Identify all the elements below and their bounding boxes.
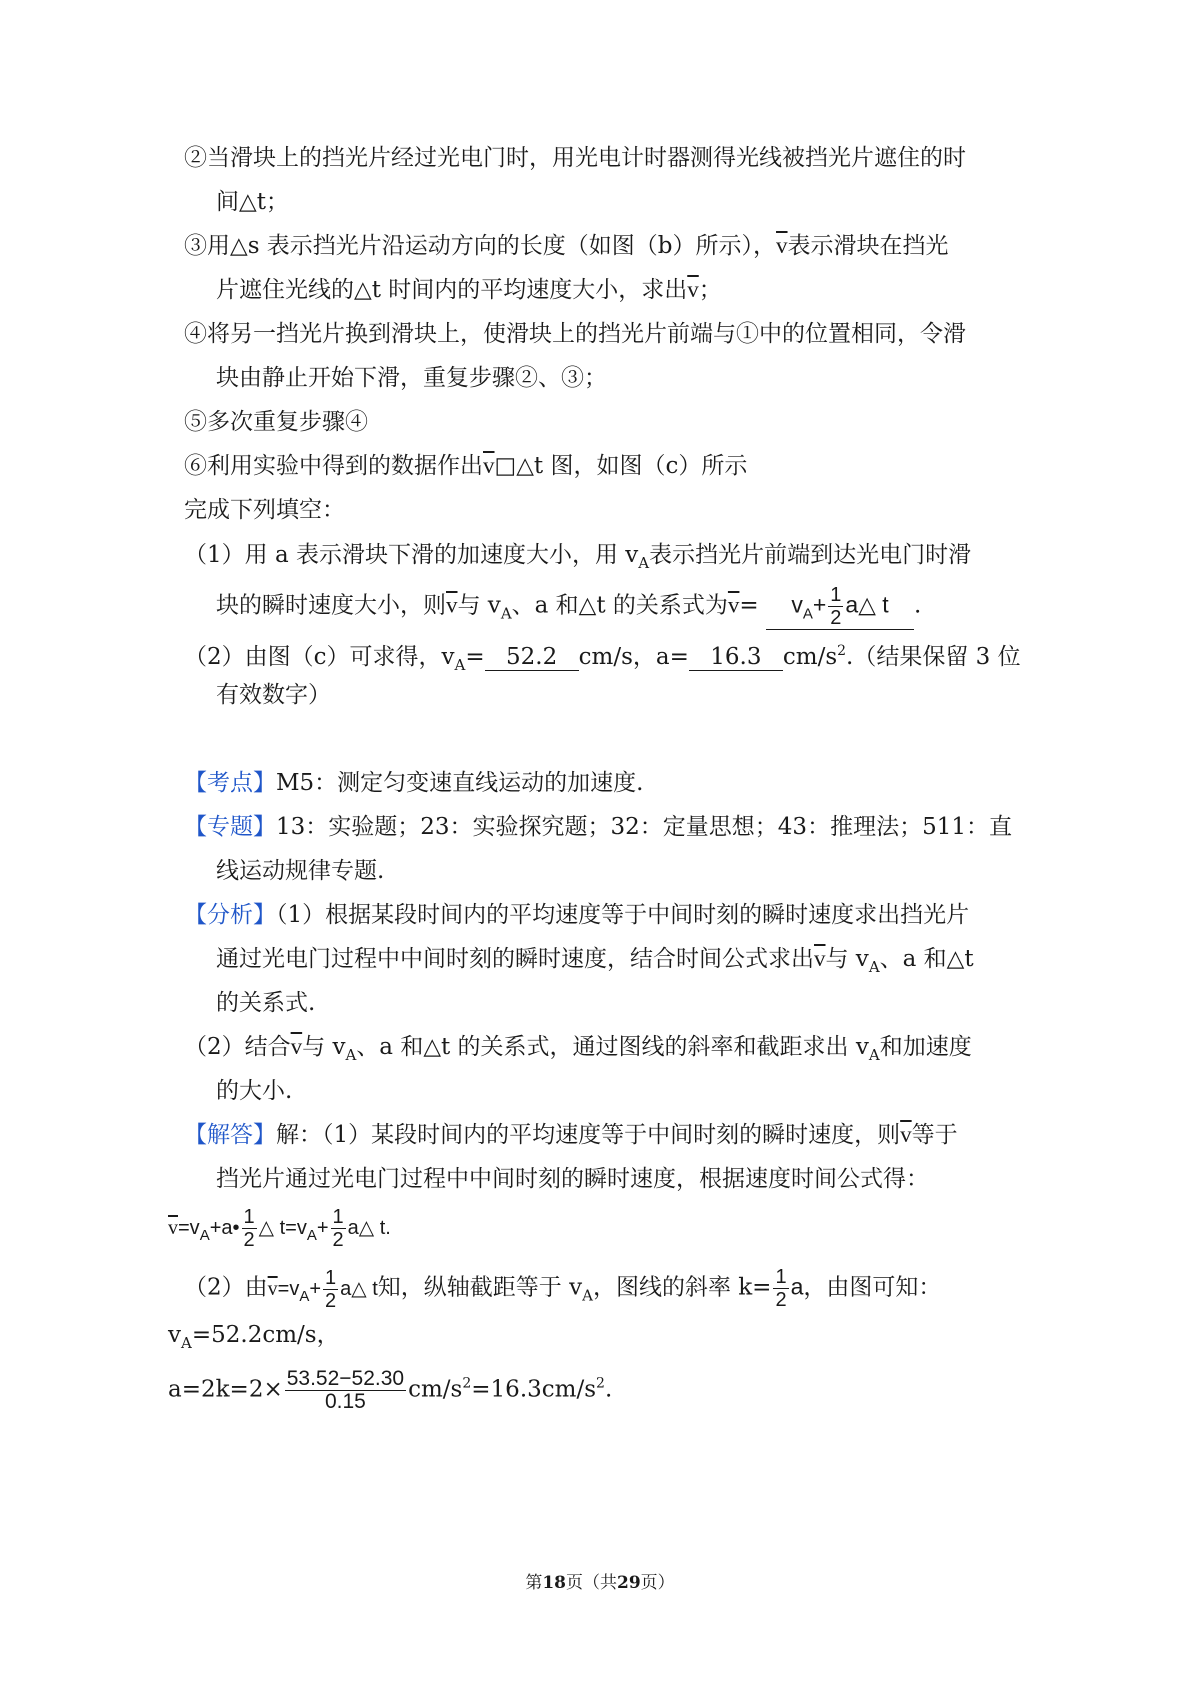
text: ⑥利用实验中得到的数据作出 (184, 453, 483, 479)
text: 与 v (457, 592, 501, 619)
superscript: 2 (462, 1375, 472, 1392)
text: =v (277, 1277, 300, 1300)
text: 与 v (825, 946, 869, 972)
text: ； (698, 277, 722, 303)
step-3-line-2 (216, 275, 722, 305)
v-bar-symbol: $\overline{v}$ (446, 592, 458, 618)
text: =16.3cm/s (471, 1376, 597, 1403)
fraction-numerator: 1 (775, 1266, 787, 1288)
answer-blank-1 (766, 584, 914, 630)
period: . (914, 592, 922, 619)
text: 解：（1）某段时间内的平均速度等于中间时刻的瞬时速度，则 (276, 1122, 901, 1148)
fenxi-line-1 (184, 900, 969, 930)
subscript: A (454, 656, 466, 674)
answer-blank-va: 52.2 (485, 644, 579, 671)
subscript: A (868, 958, 880, 976)
v-bar-symbol: $\overline{v}$ (776, 233, 788, 258)
answer-v: v (791, 591, 803, 618)
equation-inline (267, 1266, 378, 1312)
text: = (465, 644, 485, 670)
text: 和加速度 (879, 1034, 972, 1060)
va-result-line (168, 1320, 340, 1358)
text: v (168, 1322, 181, 1348)
subscript: A (868, 1046, 880, 1064)
superscript: 2 (837, 643, 847, 659)
superscript: 2 (596, 1375, 605, 1392)
text: （1）根据某段时间内的平均速度等于中间时刻的瞬时速度求出挡光片 (276, 902, 970, 928)
v-bar-symbol: $\overline{v}$ (483, 453, 495, 478)
fraction-denominator: 0.15 (324, 1390, 366, 1413)
fenxi-tag: 【分析】 (184, 902, 276, 928)
text: 第 (525, 1573, 543, 1593)
equation-1 (168, 1206, 391, 1251)
text: a (790, 1273, 804, 1300)
fraction-half (323, 1267, 338, 1312)
fraction-numerator: 1 (830, 584, 842, 606)
v-bar-symbol: $\overline{v}$ (290, 1034, 303, 1059)
answer-blank-a: 16.3 (689, 644, 783, 671)
text: =v (178, 1216, 200, 1239)
text: 表示滑块在挡光 (787, 233, 949, 259)
subscript: A (500, 604, 512, 623)
text: cm/s (408, 1376, 463, 1403)
total-pages: 29 (617, 1573, 641, 1593)
text: a△ t (340, 1277, 378, 1300)
step-4-line-1: ④将另一挡光片换到滑块上，使滑块上的挡光片前端与①中的位置相同，令滑 (184, 321, 966, 347)
step-2-line-1: ②当滑块上的挡光片经过光电门时，用光电计时器测得光线被挡光片遮住的时 (184, 145, 966, 171)
text: （2）结合 (184, 1034, 291, 1060)
subscript: A (582, 1286, 593, 1305)
fenxi-line-3: 的关系式. (216, 990, 316, 1016)
text: 块的瞬时速度大小，则 (216, 592, 446, 619)
text: 页（共 (566, 1573, 617, 1593)
jieda-line-2: 挡光片通过光电门过程中中间时刻的瞬时速度，根据速度时间公式得： (216, 1166, 929, 1192)
zhuanti-tag: 【专题】 (184, 814, 276, 840)
page-number: 18 (542, 1573, 566, 1593)
question-2-line-2: 有效数字） (216, 682, 331, 708)
jieda-part-2-line (184, 1266, 941, 1312)
text: a=2k=2× (168, 1376, 283, 1403)
answer-tail: a△ t (845, 591, 889, 618)
step-4-line-2: 块由静止开始下滑，重复步骤②、③； (216, 365, 607, 391)
fraction-numerator: 1 (332, 1206, 344, 1228)
question-1-line-2 (216, 584, 921, 630)
v-bar-symbol: $\overline{v}$ (727, 592, 740, 618)
zhuanti-line-2: 线运动规律专题. (216, 858, 385, 884)
text: a△ t. (347, 1216, 391, 1239)
text: = (739, 592, 759, 619)
question-1-line-1 (184, 540, 971, 578)
text: （1）用 a 表示滑块下滑的加速度大小，用 v (184, 542, 639, 568)
step-2-line-2: 间△t； (216, 189, 289, 215)
plus: + (812, 591, 827, 618)
fraction-denominator: 2 (325, 1289, 337, 1312)
text: cm/s，a= (578, 644, 689, 670)
fraction-half (828, 584, 843, 629)
text: 与 v (302, 1034, 346, 1060)
text: . (604, 1376, 613, 1403)
text: ③用△s 表示挡光片沿运动方向的长度（如图（b）所示）， (184, 233, 777, 259)
text: □△t 图，如图（c）所示 (494, 453, 748, 479)
text: 页） (640, 1573, 675, 1593)
v-bar-symbol: $\overline{v}$ (168, 1216, 178, 1239)
subscript: A (181, 1334, 192, 1352)
v-bar-symbol: $\overline{v}$ (687, 277, 699, 302)
v-bar-symbol: $\overline{v}$ (267, 1277, 278, 1300)
kaodian-tag: 【考点】 (184, 770, 276, 796)
text: ，图线的斜率 k= (592, 1274, 772, 1301)
text: 片遮住光线的△t 时间内的平均速度大小，求出 (216, 277, 688, 303)
fill-in-title: 完成下列填空： (184, 497, 345, 523)
v-bar-symbol: $\overline{v}$ (814, 946, 826, 971)
v-bar-symbol: $\overline{v}$ (900, 1122, 912, 1147)
text: （2）由 (184, 1274, 268, 1301)
text: 等于 (911, 1122, 958, 1148)
zhuanti-line-1 (184, 812, 1012, 842)
text: 、a 和△t (879, 946, 974, 972)
page-footer (0, 1568, 1200, 1593)
fraction-numerator: 1 (325, 1266, 337, 1289)
text: ，由图可知： (803, 1274, 942, 1301)
fraction-denominator: 2 (775, 1289, 787, 1311)
text: +a• (209, 1216, 240, 1239)
subscript: A (345, 1046, 357, 1064)
fraction-slope (285, 1368, 406, 1413)
jieda-tag: 【解答】 (184, 1122, 276, 1148)
fenxi-part-2-line-1 (184, 1032, 972, 1070)
text: + (309, 1277, 322, 1300)
text: 13：实验题；23：实验探究题；32：定量思想；43：推理法；511：直 (276, 814, 1012, 840)
text: 知，纵轴截距等于 v (377, 1274, 583, 1301)
text: + (316, 1216, 329, 1239)
text: M5：测定匀变速直线运动的加速度. (276, 770, 644, 796)
subscript: A (299, 1287, 310, 1305)
subscript: A (306, 1226, 317, 1244)
text: 通过光电门过程中中间时刻的瞬时速度，结合时间公式求出 (216, 946, 814, 972)
text: 表示挡光片前端到达光电门时滑 (649, 542, 972, 568)
a-result-line (168, 1368, 612, 1413)
text: =52.2cm/s， (191, 1322, 340, 1348)
fraction-denominator: 2 (243, 1229, 255, 1251)
fenxi-line-2 (216, 944, 974, 982)
question-2-line-1 (184, 636, 1021, 680)
text: 、a 和△t 的关系式为 (511, 592, 728, 619)
step-3-line-1 (184, 231, 949, 261)
text: （2）由图（c）可求得，v (184, 644, 455, 670)
fraction-numerator: 53.52−52.30 (286, 1367, 405, 1390)
fraction-denominator: 2 (332, 1229, 344, 1251)
subscript: A (802, 605, 813, 623)
fraction-half (773, 1266, 788, 1311)
subscript: A (199, 1226, 210, 1244)
text: 、a 和△t 的关系式，通过图线的斜率和截距求出 v (356, 1034, 869, 1060)
text: .（结果保留 3 位 (846, 644, 1021, 670)
step-5: ⑤多次重复步骤④ (184, 409, 368, 435)
fraction-half (242, 1206, 257, 1251)
fraction-denominator: 2 (830, 607, 842, 629)
fenxi-part-2-line-2: 的大小. (216, 1078, 293, 1104)
subscript: A (638, 554, 650, 572)
fraction-numerator: 1 (243, 1206, 255, 1228)
jieda-line-1 (184, 1120, 958, 1150)
kaodian-line (184, 768, 644, 798)
text: △ t=v (258, 1216, 307, 1239)
step-6 (184, 451, 747, 481)
fraction-half (331, 1206, 346, 1251)
text: cm/s (782, 644, 838, 670)
